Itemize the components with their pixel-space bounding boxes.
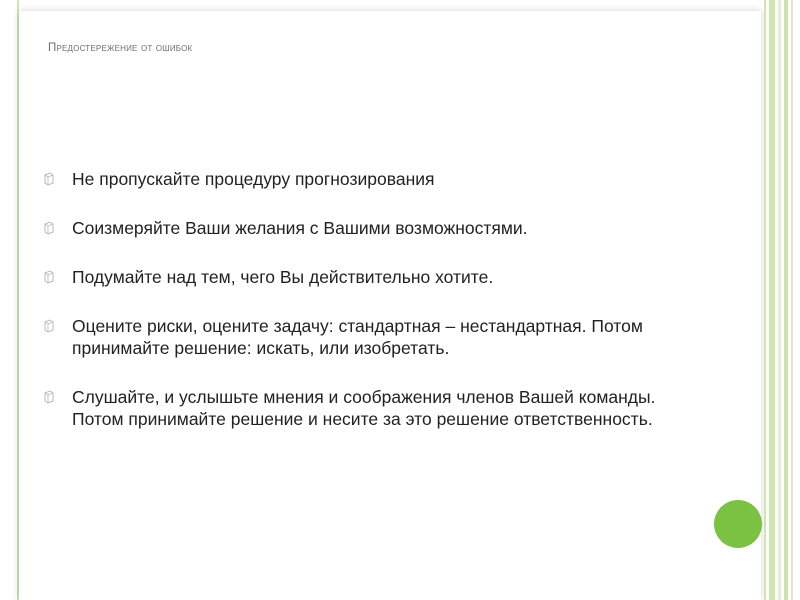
bullet-text: Оцените риски, оцените задачу: стандартная – нестандартная. Потом принимайте решение: искать, или изобретать.: [72, 316, 643, 358]
bullet-list: [44, 168, 704, 457]
open-box-bullet-icon: [44, 172, 54, 186]
right-decorative-stripe: [784, 0, 788, 600]
right-decorative-stripe: [791, 0, 793, 600]
right-decorative-stripe: [778, 0, 781, 600]
list-item: [44, 386, 704, 430]
bullet-text: Подумайте над тем, чего Вы действительно хотите.: [72, 267, 494, 287]
open-box-bullet-icon: [44, 390, 54, 404]
bullet-text: Соизмеряйте Ваши желания с Вашими возможностями.: [72, 218, 528, 238]
list-item: [44, 168, 704, 190]
list-item: [44, 315, 704, 359]
right-decorative-stripe: [764, 0, 766, 600]
list-item: [44, 217, 704, 239]
bullet-text: Не пропускайте процедуру прогнозирования: [72, 169, 435, 189]
right-decorative-stripe: [769, 0, 775, 600]
open-box-bullet-icon: [44, 221, 54, 235]
bullet-text: Слушайте, и услышьте мнения и соображения членов Вашей команды. Потом принимайте решение и несите за это решение ответственность.: [72, 387, 656, 429]
open-box-bullet-icon: [44, 270, 54, 284]
green-circle-decoration: [714, 500, 762, 548]
slide-title: Предостережение от ошибок: [48, 42, 193, 54]
open-box-bullet-icon: [44, 319, 54, 333]
list-item: [44, 266, 704, 288]
